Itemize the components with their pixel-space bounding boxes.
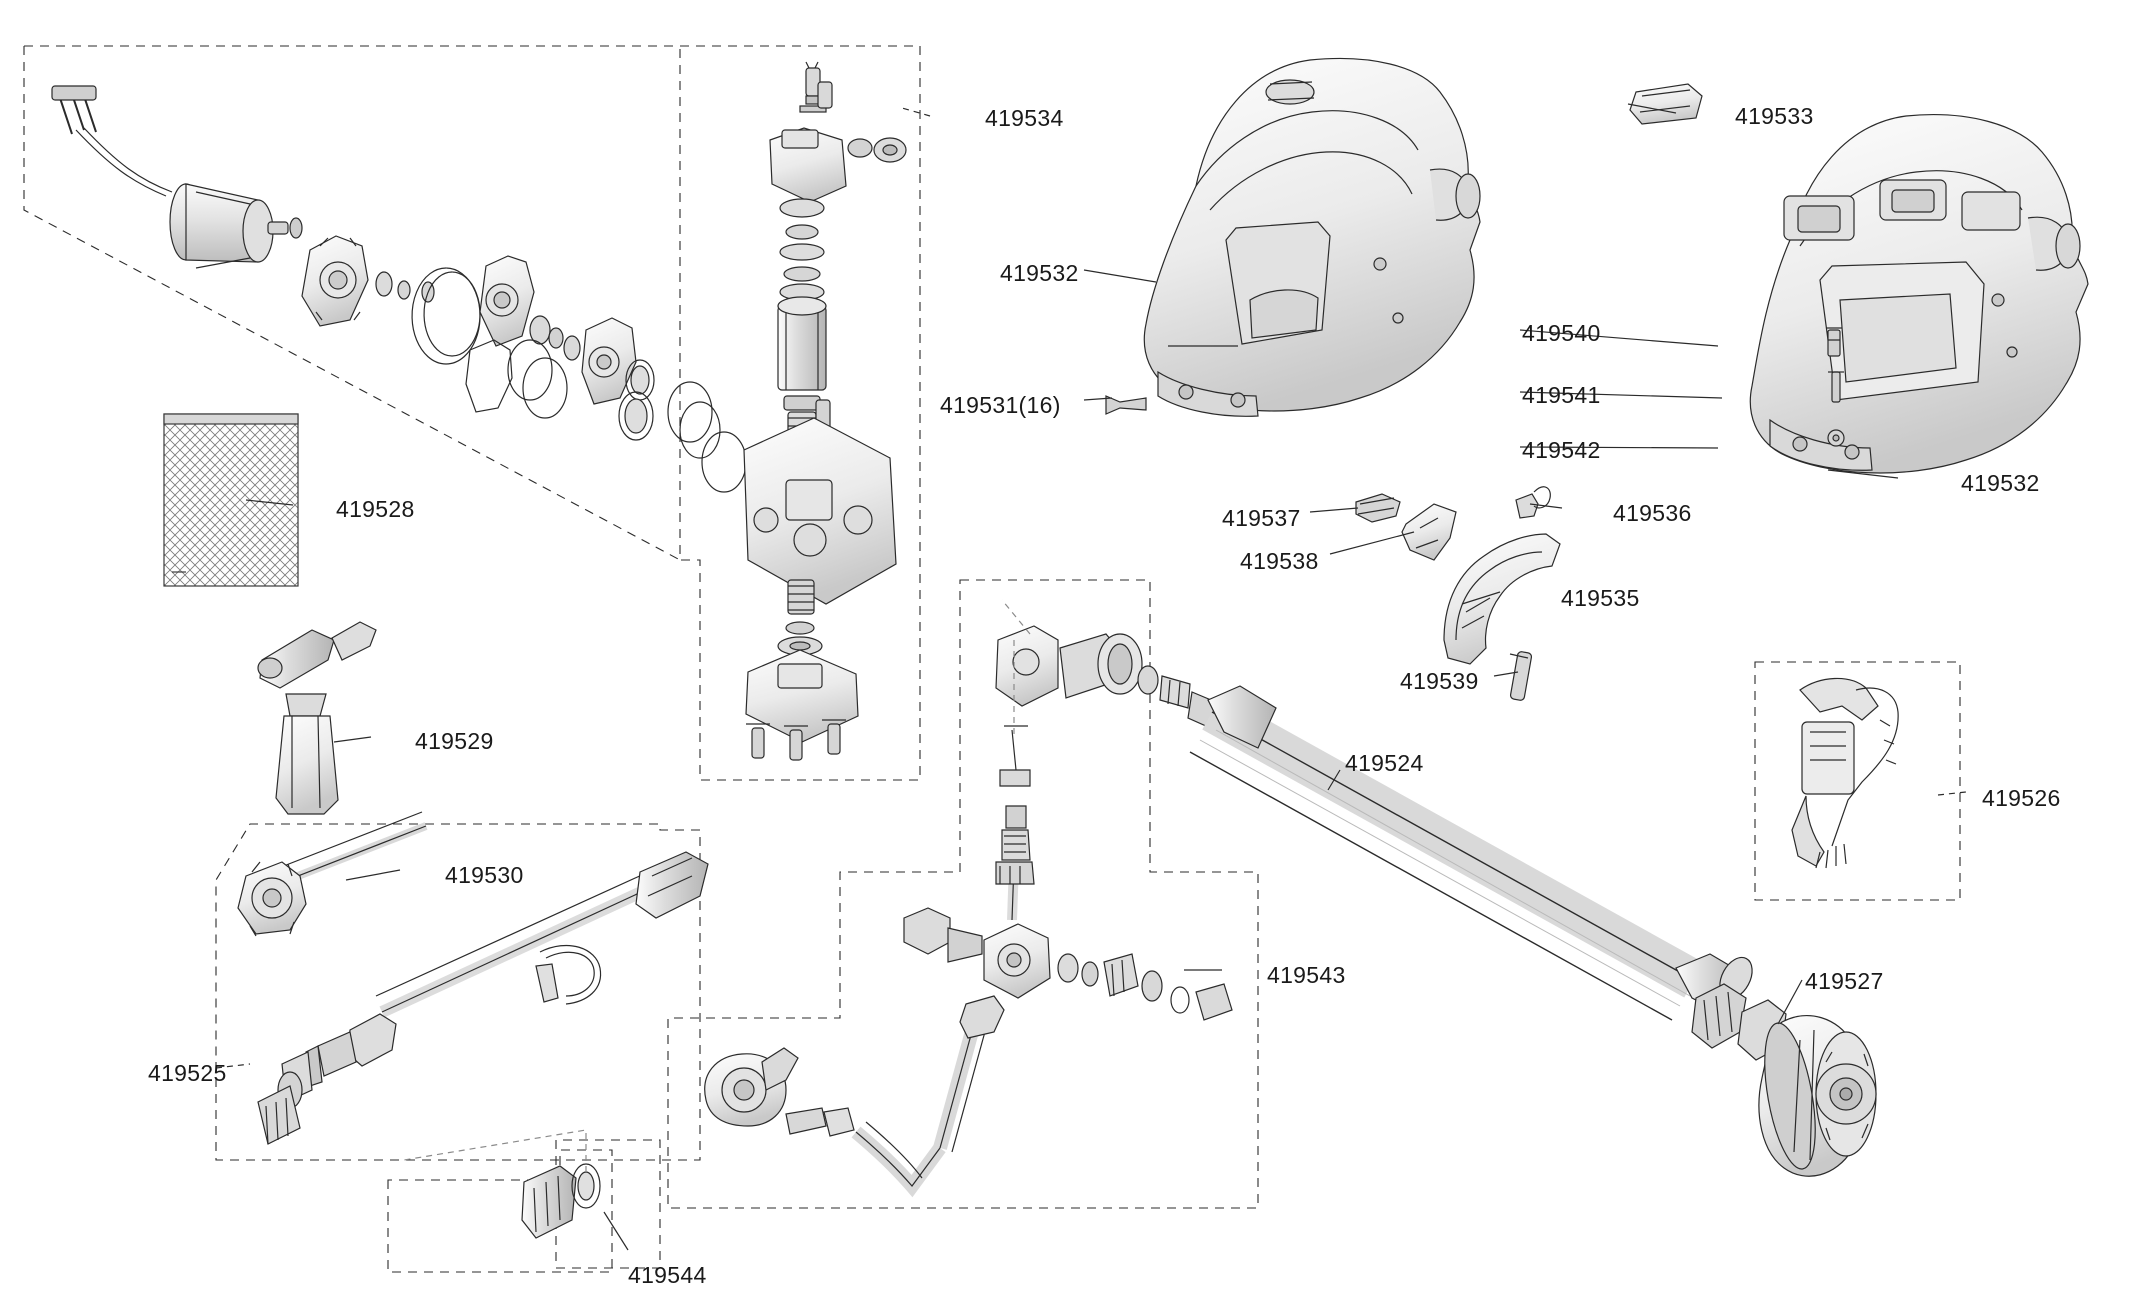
callout-419534: 419534 (985, 105, 1064, 131)
callout-419539: 419539 (1400, 668, 1479, 694)
callout-419529: 419529 (415, 728, 494, 754)
callout-419537: 419537 (1222, 505, 1301, 531)
callout-419531: 419531(16) (940, 392, 1061, 418)
callout-419532-left: 419532 (1000, 260, 1079, 286)
callout-419532-right: 419532 (1961, 470, 2040, 496)
callout-419541: 419541 (1522, 382, 1601, 408)
callout-419525: 419525 (148, 1060, 227, 1086)
callout-419528: 419528 (336, 496, 415, 522)
callout-419524: 419524 (1345, 750, 1424, 776)
callout-419538: 419538 (1240, 548, 1319, 574)
callout-419530: 419530 (445, 862, 524, 888)
callout-419536: 419536 (1613, 500, 1692, 526)
callout-419543: 419543 (1267, 962, 1346, 988)
callout-419542: 419542 (1522, 437, 1601, 463)
callout-419544: 419544 (628, 1262, 707, 1288)
callout-419533: 419533 (1735, 103, 1814, 129)
callout-419535: 419535 (1561, 585, 1640, 611)
callout-419540: 419540 (1522, 320, 1601, 346)
callout-419527: 419527 (1805, 968, 1884, 994)
callout-419526: 419526 (1982, 785, 2061, 811)
